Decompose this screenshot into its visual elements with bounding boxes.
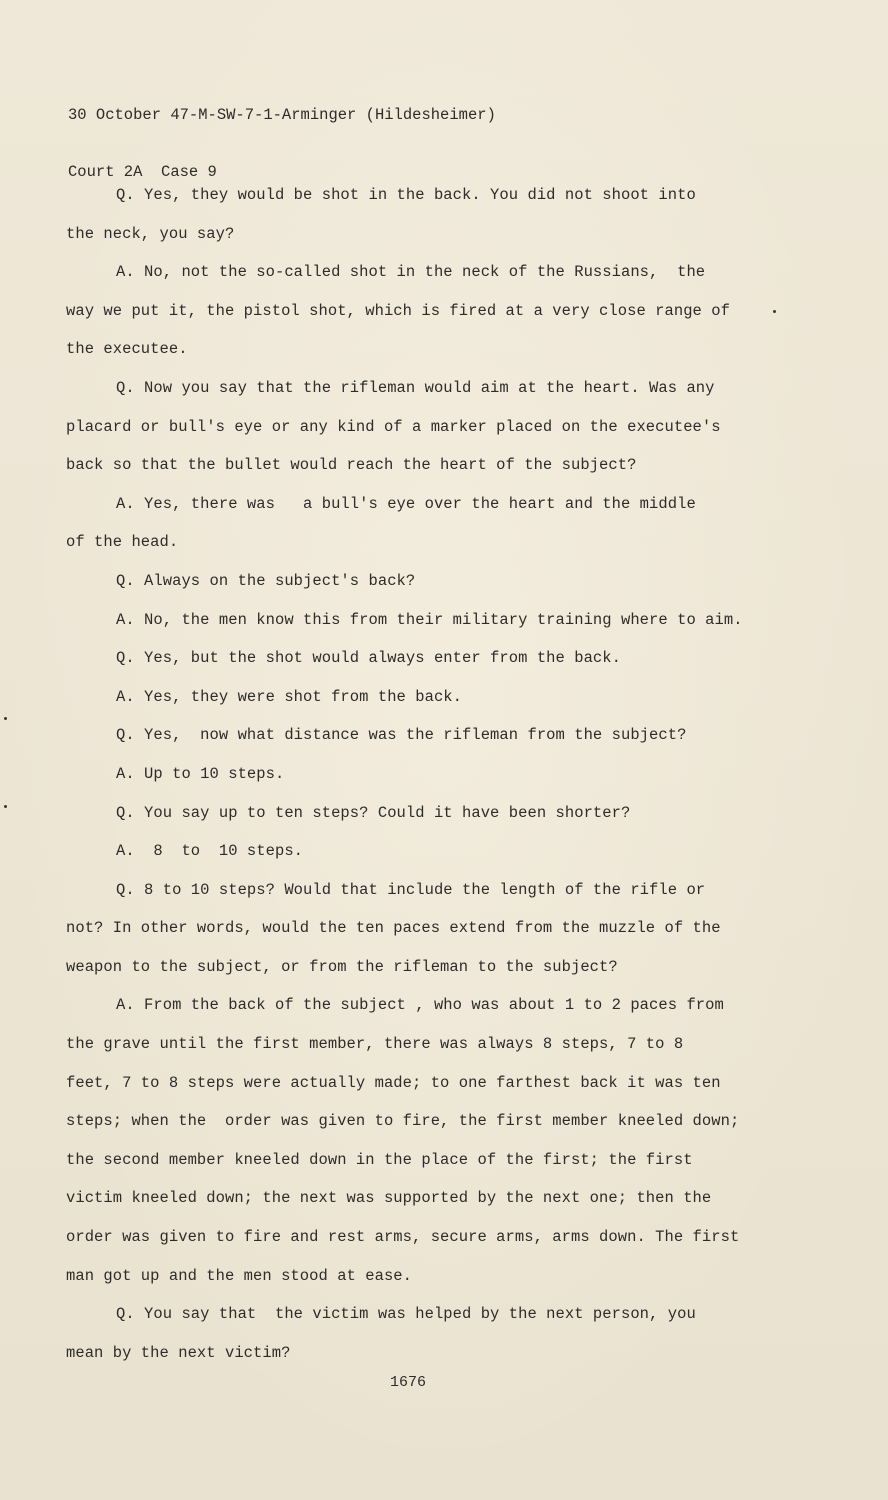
page-number: 1676 [389,1374,426,1391]
transcript-line: of the head. [66,533,179,552]
transcript-line: Q. Yes, now what distance was the rifleman from the subject? [116,726,687,745]
transcript-line: Q. You say that the victim was helped by the next person, you [116,1305,696,1324]
transcript-line: feet, 7 to 8 steps were actually made; to one farthest back it was ten [66,1073,721,1092]
transcript-line: A. Yes, they were shot from the back. [116,687,463,706]
transcript-line: the second member kneeled down in the place of the first; the first [66,1150,693,1169]
transcript-line: weapon to the subject, or from the rifleman to the subject? [66,957,618,976]
header-court-case: Court 2A Case 9 [68,163,217,181]
transcript-line: the executee. [66,340,188,359]
transcript-line: A. 8 to 10 steps. [116,842,304,861]
transcript-line: A. No, not the so-called shot in the neck of the Russians, the [116,263,706,282]
transcript-line: A. From the back of the subject , who was about 1 to 2 paces from [116,996,724,1015]
transcript-line: placard or bull's eye or any kind of a marker placed on the executee's [66,417,721,436]
transcript-line: Q. Always on the subject's back? [116,571,416,590]
transcript-line: Q. 8 to 10 steps? Would that include the length of the rifle or [116,880,706,899]
margin-punch-mark [4,717,7,720]
transcript-line: steps; when the order was given to fire, the first member kneeled down; [66,1112,740,1131]
transcript-line: victim kneeled down; the next was supported by the next one; then the [66,1189,712,1208]
transcript-line: Q. You say up to ten steps? Could it have been shorter? [116,803,631,822]
transcript-line: A. Up to 10 steps. [116,764,285,783]
transcript-line: Q. Yes, they would be shot in the back. You did not shoot into [116,186,696,204]
transcript-line: A. No, the men know this from their military training where to aim. [116,610,743,629]
transcript-line: the grave until the first member, there was always 8 steps, 7 to 8 [66,1035,684,1054]
transcript-line: not? In other words, would the ten paces extend from the muzzle of the [66,919,721,938]
transcript-line: A. Yes, there was a bull's eye over the heart and the middle [116,494,696,513]
transcript-line: mean by the next victim? [66,1343,291,1362]
transcript-line: the neck, you say? [66,224,235,243]
margin-punch-mark [773,310,776,313]
header-date-reference: 30 October 47-M-SW-7-1-Arminger (Hildesheimer) [68,106,496,124]
transcript-line: man got up and the men stood at ease. [66,1266,413,1285]
transcript-line: way we put it, the pistol shot, which is fired at a very close range of [66,301,730,320]
transcript-line: Q. Yes, but the shot would always enter from the back. [116,649,621,668]
transcript-line: order was given to fire and rest arms, secure arms, arms down. The first [66,1228,740,1247]
transcript-line: Q. Now you say that the rifleman would aim at the heart. Was any [116,378,715,397]
transcript-body [66,176,766,1372]
margin-punch-mark [4,805,7,808]
transcript-line: back so that the bullet would reach the heart of the subject? [66,456,637,475]
